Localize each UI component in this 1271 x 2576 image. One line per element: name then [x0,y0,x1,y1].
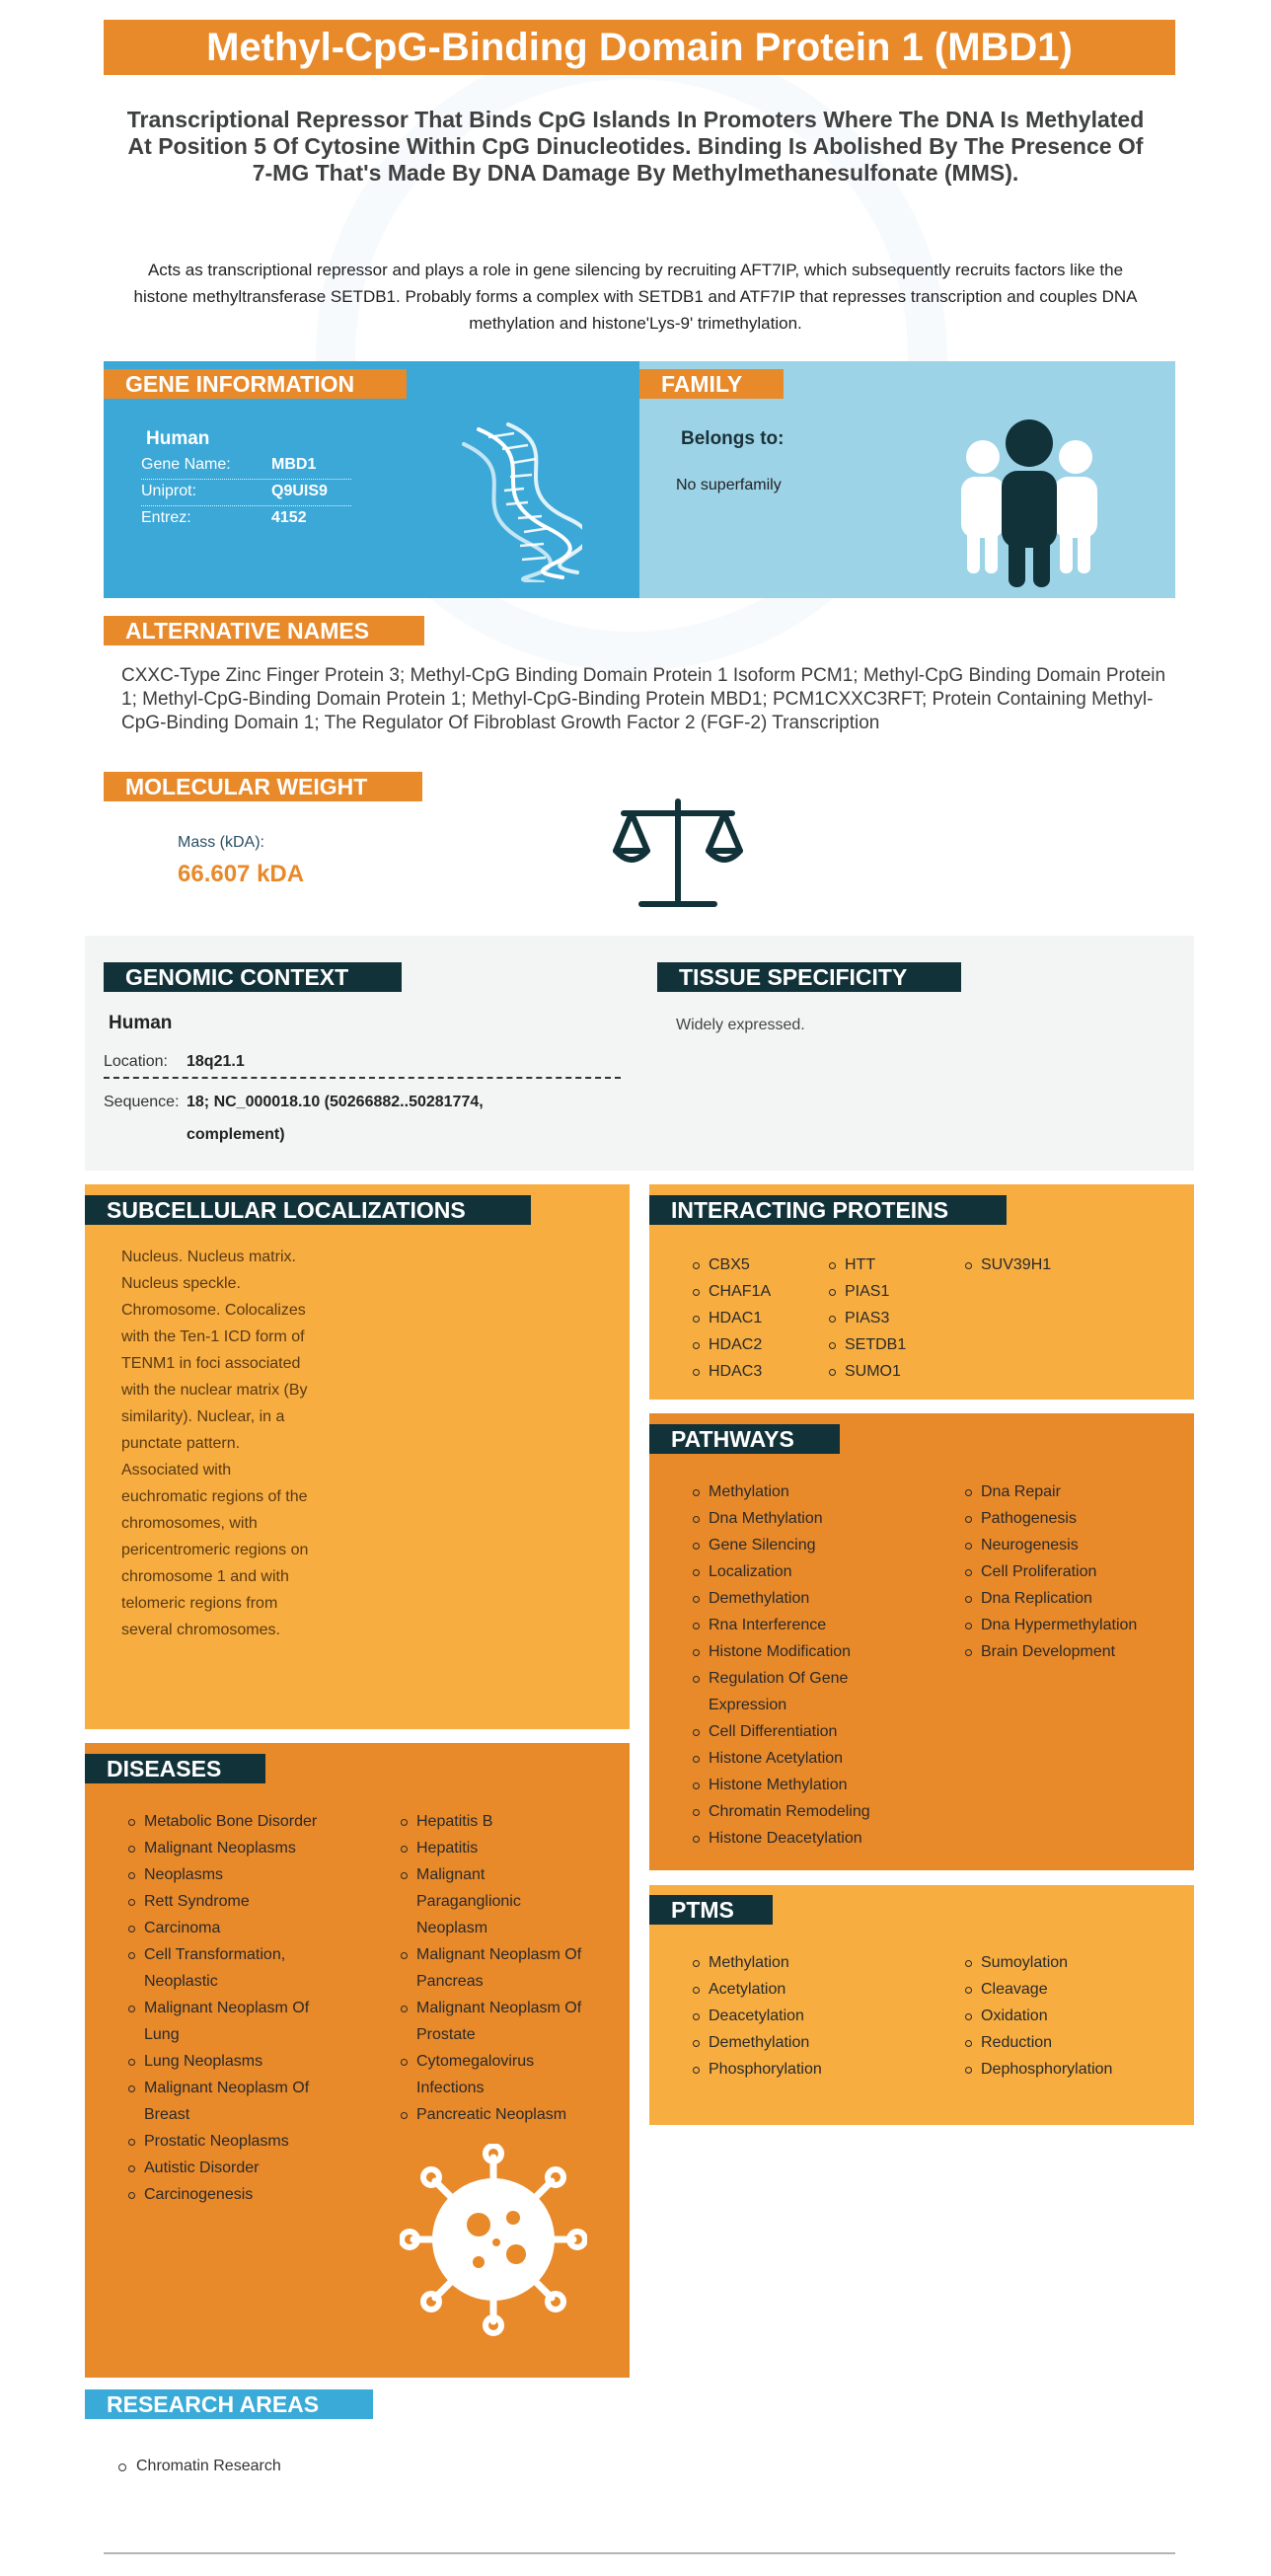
list-item: Neurogenesis [963,1532,1180,1558]
list-item: Deacetylation [691,2003,928,2029]
interacting-proteins-col3 [963,1251,1111,1278]
list-item: Malignant Neoplasm Of Lung [126,1995,324,2048]
location-value: 18q21.1 [187,1053,245,1070]
list-item: Metabolic Bone Disorder [126,1808,353,1835]
diseases-col2 [399,1808,616,2128]
list-item: PIAS1 [827,1278,955,1305]
ptms-col1 [691,1949,928,2083]
entrez-label: Entrez: [141,509,191,526]
list-item: Cell Transformation, Neoplastic [126,1941,324,1995]
tissue-specificity-text: Widely expressed. [676,1017,805,1033]
list-item: Prostatic Neoplasms [126,2128,353,2155]
list-item: Chromatin Remodeling [691,1798,928,1825]
list-item: Reduction [963,2029,1180,2056]
scale-icon [612,797,745,911]
list-item: Acetylation [691,1976,928,2003]
page-subtitle: Transcriptional Repressor That Binds CpG Islands In Promoters Where The DNA Is Methylated At Position 5 Of Cytosine Within CpG Dinucleotides. Binding Is Abolished By The Presence Of 7-MG That's Made By DNA Damage By Methylmethanesulfonate (MMS). [126,107,1145,186]
uniprot-value: Q9UIS9 [271,483,328,499]
gene-name-value: MBD1 [271,456,317,473]
list-item: Gene Silencing [691,1532,928,1558]
list-item: Carcinoma [126,1915,353,1941]
list-item: Sumoylation [963,1949,1180,1976]
superfamily-value: No superfamily [676,477,782,493]
list-item: Pancreatic Neoplasm [399,2101,611,2128]
sequence-value: 18; NC_000018.10 (50266882..50281774, [187,1094,484,1110]
gene-name-label: Gene Name: [141,456,231,473]
list-item: PIAS3 [827,1305,955,1331]
pathways-col2 [963,1478,1180,1665]
list-item: CHAF1A [691,1278,819,1305]
page-title: Methyl-CpG-Binding Domain Protein 1 (MBD1) [104,20,1175,75]
research-area-item: Chromatin Research [116,2458,281,2475]
alternative-names-text: CXXC-Type Zinc Finger Protein 3; Methyl-CpG Binding Domain Protein 1 Isoform PCM1; Methyl-CpG Binding Domain Protein 1; Methyl-CpG-Binding Domain Protein 1; Methyl-CpG-Binding Protein MBD1; PCM1CXXC3RFT; Protein Containing Methyl-CpG-Binding Domain 1; The Regulator Of Fibroblast Growth Factor 2 (FGF-2) Transcription [121,665,1166,733]
family-icon [955,419,1103,587]
ptms-col2 [963,1949,1180,2083]
gene-information-heading: GENE INFORMATION [104,369,407,399]
pathways-col1 [691,1478,928,1852]
genomic-context-heading: GENOMIC CONTEXT [104,962,402,992]
list-item: Rett Syndrome [126,1888,353,1915]
sequence-value-cont: complement) [187,1126,285,1143]
list-item: Dna Methylation [691,1505,928,1532]
list-item: Cytomegalovirus Infections [399,2048,547,2101]
belongs-to-label: Belongs to: [681,428,785,449]
genomic-organism: Human [109,1013,173,1033]
list-item: Dna Repair [963,1478,1180,1505]
list-item: Oxidation [963,2003,1180,2029]
list-item: Carcinogenesis [126,2181,353,2208]
list-item: Phosphorylation [691,2056,928,2083]
list-item: SUMO1 [827,1358,955,1385]
list-item: Methylation [691,1478,928,1505]
interacting-proteins-col1 [691,1251,819,1385]
list-item: Malignant Paraganglionic Neoplasm [399,1861,547,1941]
footer-divider [104,2552,1175,2554]
entrez-value: 4152 [271,509,307,526]
gene-organism: Human [146,428,210,449]
sequence-label: Sequence: [104,1094,180,1110]
diseases-heading: DISEASES [85,1754,265,1783]
list-item: Cell Proliferation [963,1558,1180,1585]
list-item: Malignant Neoplasm Of Prostate [399,1995,606,2048]
uniprot-row [141,480,351,506]
tissue-specificity-heading: TISSUE SPECIFICITY [657,962,961,992]
list-item: Lung Neoplasms [126,2048,353,2075]
list-item: HDAC2 [691,1331,819,1358]
list-item: Cleavage [963,1976,1180,2003]
list-item: Malignant Neoplasm Of Breast [126,2075,324,2128]
list-item: Dna Replication [963,1585,1180,1612]
list-item: HDAC1 [691,1305,819,1331]
location-row [104,1053,621,1079]
mass-label: Mass (kDA): [178,834,264,851]
list-item: Histone Modification [691,1638,928,1665]
gene-name-row [141,453,351,480]
subcellular-heading: SUBCELLULAR LOCALIZATIONS [85,1195,531,1225]
mass-value: 66.607 kDA [178,861,305,887]
pathways-heading: PATHWAYS [649,1424,840,1454]
list-item: Hepatitis B [399,1808,616,1835]
list-item: SETDB1 [827,1331,955,1358]
list-item: Autistic Disorder [126,2155,353,2181]
dna-icon [459,419,582,582]
uniprot-label: Uniprot: [141,483,197,499]
subcellular-text: Nucleus. Nucleus matrix. Nucleus speckle. Chromosome. Colocalizes with the Ten-1 ICD form of TENM1 in foci associated with the nuclear matrix (By similarity). Nuclear, in a punctate pattern. Associated with euchromatic regions of the chromosomes, with pericentromeric regions on chromosome 1 and with telomeric regions from several chromosomes. [121,1249,309,1638]
list-item: Histone Deacetylation [691,1825,928,1852]
protein-description: Acts as transcriptional repressor and plays a role in gene silencing by recruiting AFT7IP, which subsequently recruits factors like the histone methyltransferase SETDB1. Probably forms a complex with SETDB1 and ATF7IP that represses transcription and couples DNA methylation and histone'Lys-9' trimethylation. [133,261,1138,333]
research-areas-heading: RESEARCH AREAS [85,2389,373,2419]
list-item: Rna Interference [691,1612,928,1638]
list-item: Hepatitis [399,1835,616,1861]
list-item: Regulation Of Gene Expression [691,1665,873,1718]
list-item: HTT [827,1251,955,1278]
family-heading: FAMILY [639,369,784,399]
list-item: Histone Methylation [691,1772,928,1798]
list-item: Neoplasms [126,1861,353,1888]
list-item: Localization [691,1558,928,1585]
location-label: Location: [104,1053,168,1070]
alternative-names-heading: ALTERNATIVE NAMES [104,616,424,645]
list-item: Demethylation [691,1585,928,1612]
list-item: Pathogenesis [963,1505,1180,1532]
list-item: Dna Hypermethylation [963,1612,1180,1638]
list-item: SUV39H1 [963,1251,1111,1278]
entrez-row [141,506,351,533]
diseases-col1 [126,1808,353,2208]
virus-icon [400,2144,587,2336]
list-item: Histone Acetylation [691,1745,928,1772]
molecular-weight-heading: MOLECULAR WEIGHT [104,772,422,801]
interacting-proteins-heading: INTERACTING PROTEINS [649,1195,1007,1225]
list-item: Malignant Neoplasms [126,1835,353,1861]
list-item: Demethylation [691,2029,928,2056]
ptms-heading: PTMS [649,1895,773,1925]
list-item: Malignant Neoplasm Of Pancreas [399,1941,606,1995]
list-item: Brain Development [963,1638,1180,1665]
list-item: Cell Differentiation [691,1718,928,1745]
list-item: CBX5 [691,1251,819,1278]
interacting-proteins-col2 [827,1251,955,1385]
list-item: HDAC3 [691,1358,819,1385]
list-item: Dephosphorylation [963,2056,1180,2083]
list-item: Methylation [691,1949,928,1976]
